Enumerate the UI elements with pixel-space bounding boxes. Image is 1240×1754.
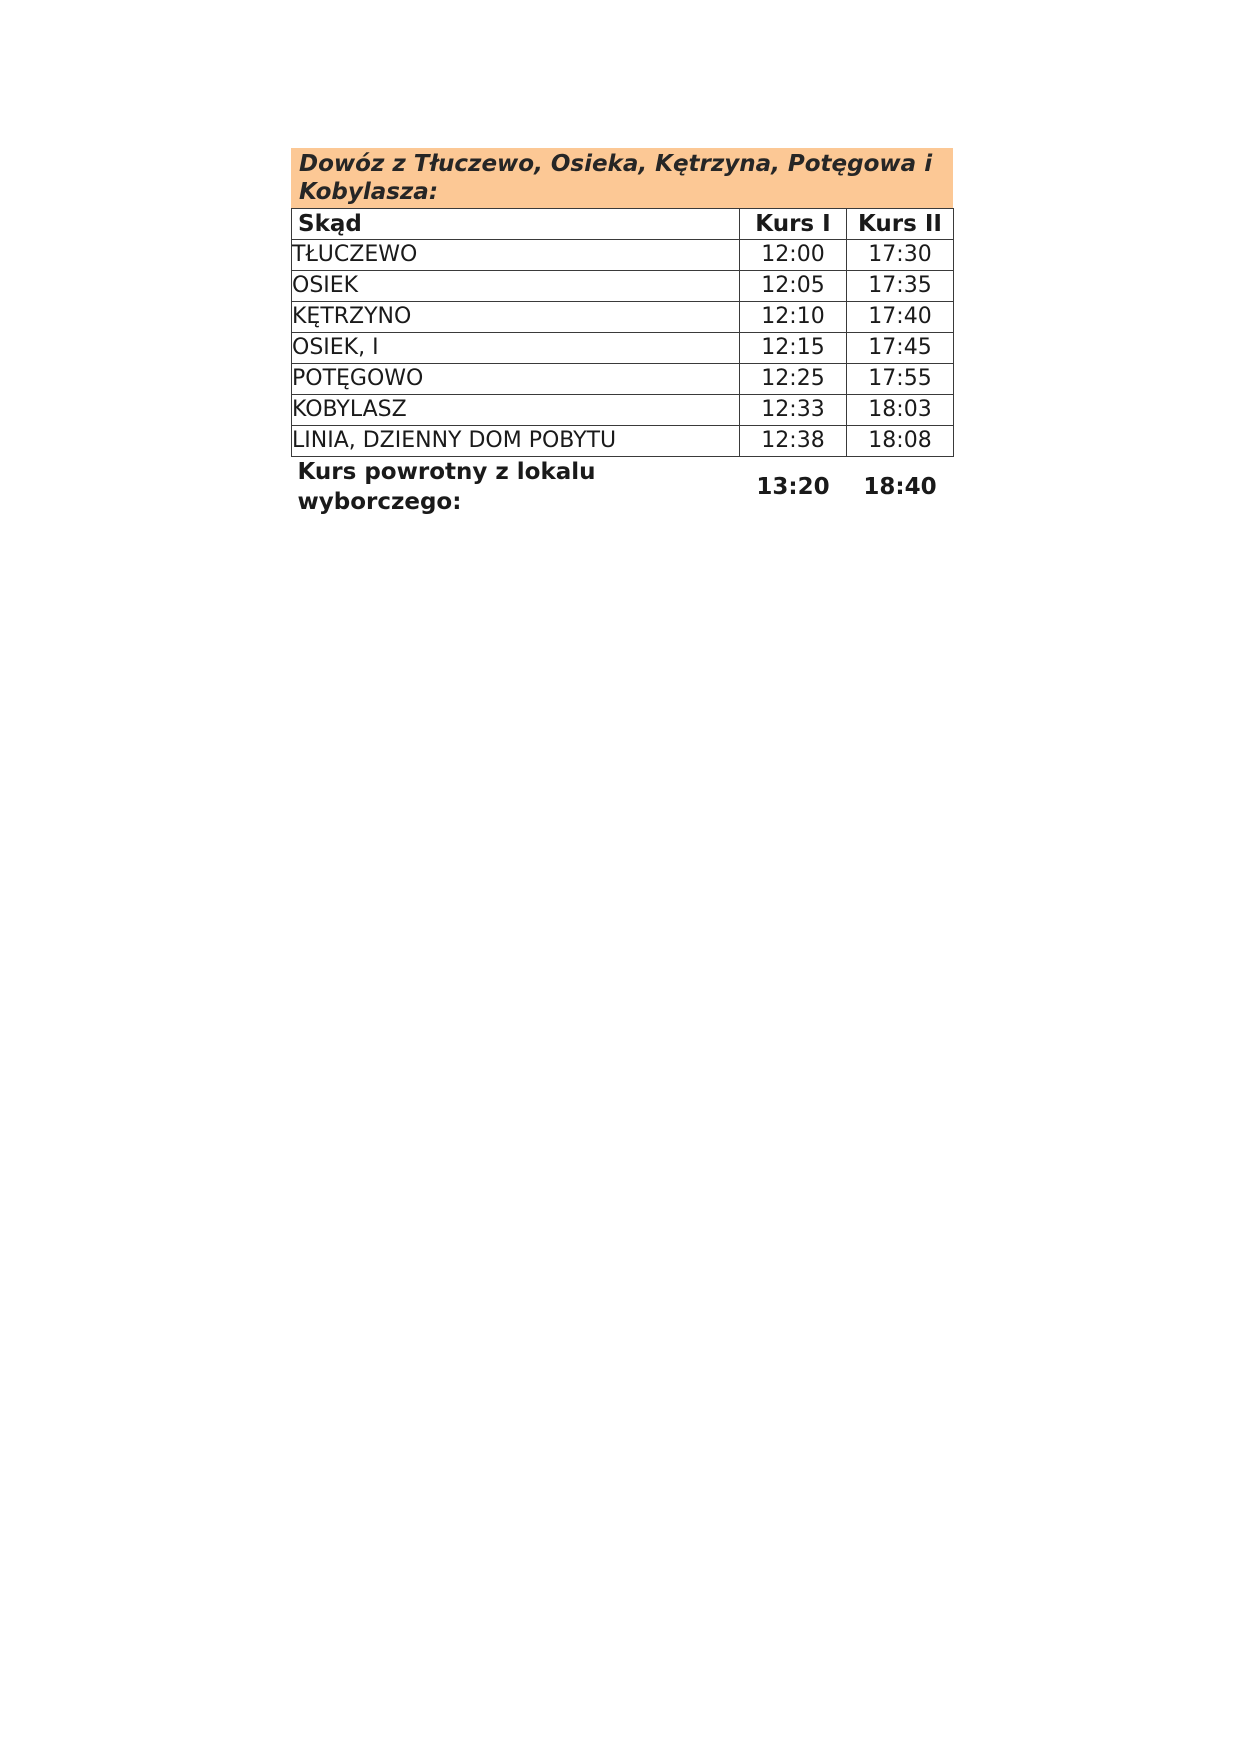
bus-schedule (291, 148, 953, 518)
row-course-1-time: 12:10 (740, 302, 847, 333)
table-row (292, 364, 954, 395)
table-row (292, 302, 954, 333)
row-course-1-time: 12:15 (740, 333, 847, 364)
row-course-2-time: 17:40 (847, 302, 954, 333)
row-course-1-time: 12:05 (740, 271, 847, 302)
row-course-1-time: 12:38 (740, 426, 847, 457)
row-place: OSIEK, I (292, 333, 740, 364)
table-row (292, 395, 954, 426)
return-trip-course-2-time: 18:40 (863, 474, 937, 500)
row-course-2-time: 17:30 (847, 240, 954, 271)
row-course-2-time: 17:55 (847, 364, 954, 395)
row-course-2-time: 17:45 (847, 333, 954, 364)
row-place: POTĘGOWO (292, 364, 740, 395)
row-course-2-time: 18:03 (847, 395, 954, 426)
timetable (291, 208, 954, 518)
return-trip-row (292, 457, 954, 519)
row-course-2-time: 17:35 (847, 271, 954, 302)
row-place: TŁUCZEWO (292, 240, 740, 271)
schedule-title: Dowóz z Tłuczewo, Osieka, Kętrzyna, Potęgowa i Kobylasza: (291, 148, 953, 208)
return-trip-label: Kurs powrotny z lokalu wyborczego: (297, 459, 596, 515)
column-header-course-1: Kurs I (740, 209, 847, 240)
column-header-from: Skąd (292, 209, 740, 240)
header-row (292, 209, 954, 240)
table-row (292, 426, 954, 457)
return-trip-course-1-time: 13:20 (756, 474, 830, 500)
row-course-1-time: 12:25 (740, 364, 847, 395)
row-place: LINIA, DZIENNY DOM POBYTU (292, 426, 740, 457)
row-course-1-time: 12:33 (740, 395, 847, 426)
row-place: OSIEK (292, 271, 740, 302)
row-place: KOBYLASZ (292, 395, 740, 426)
table-row (292, 240, 954, 271)
table-row (292, 333, 954, 364)
row-course-1-time: 12:00 (740, 240, 847, 271)
row-place: KĘTRZYNO (292, 302, 740, 333)
row-course-2-time: 18:08 (847, 426, 954, 457)
column-header-course-2: Kurs II (847, 209, 954, 240)
table-row (292, 271, 954, 302)
